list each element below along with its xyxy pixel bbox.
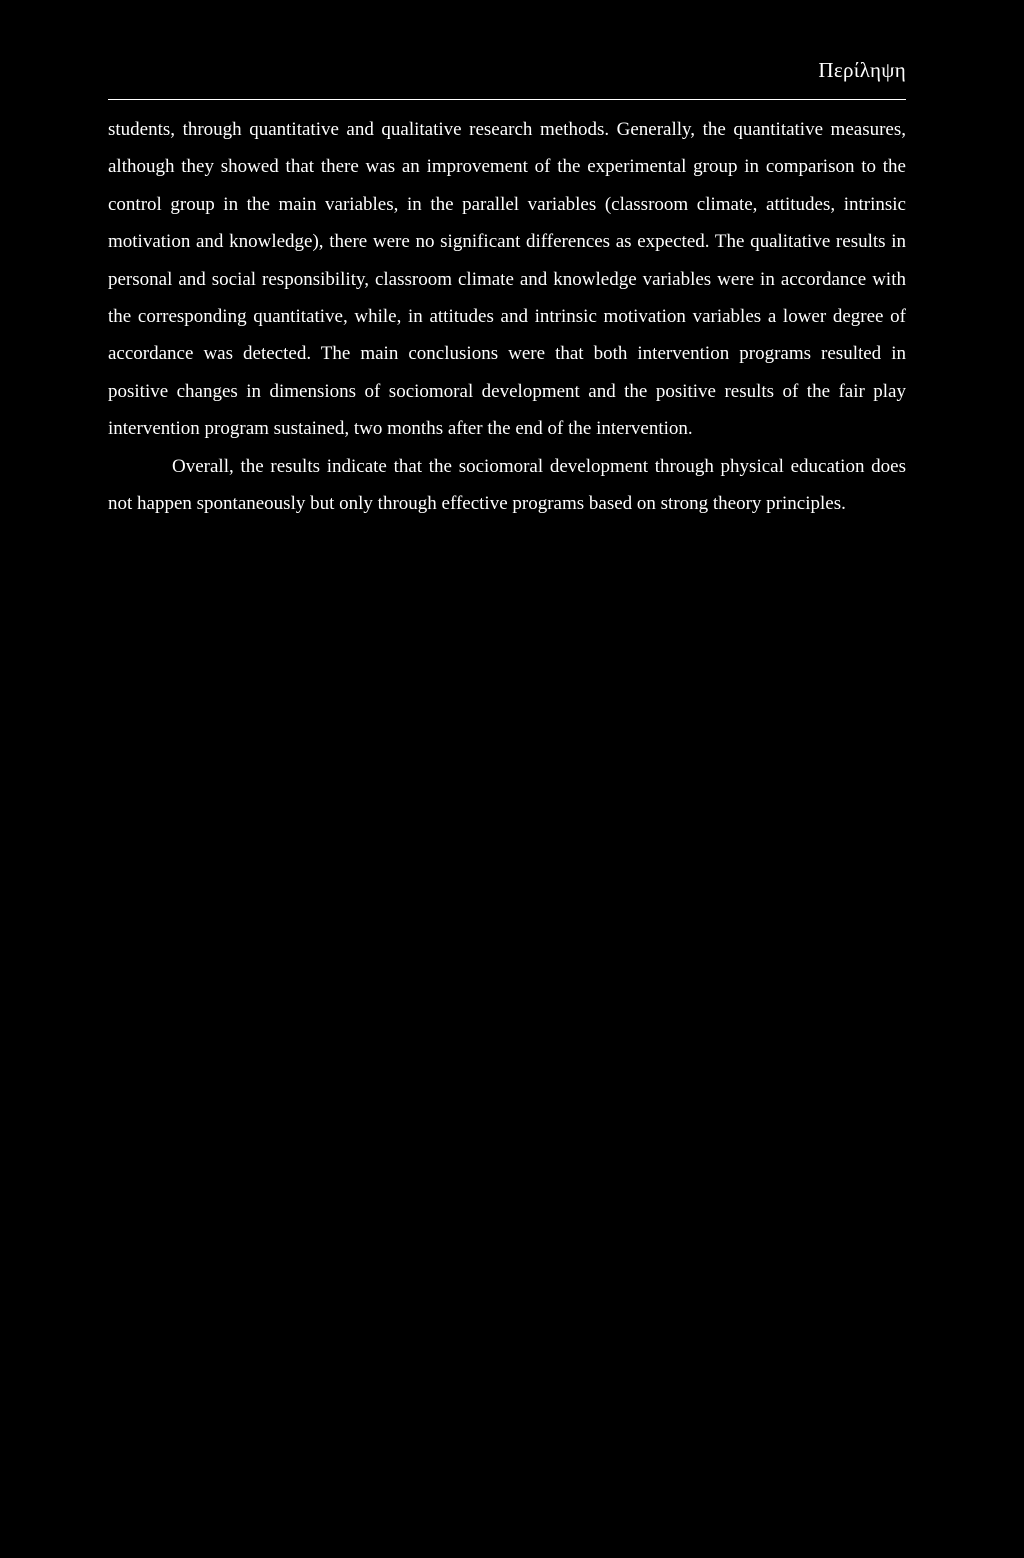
header-rule — [108, 99, 906, 100]
paragraph-continued: students, through quantitative and qualitative research methods. Generally, the quantitative measures, although they showed that there was an improvement of the experimental group in comparison to the control group in the main variables, in the parallel variables (classroom climate, attitudes, intrinsic motivation and knowledge), there were no significant differences as expected. The qualitative results in personal and social responsibility, classroom climate and knowledge variables were in accordance with the corresponding quantitative, while, in attitudes and intrinsic motivation variables a lower degree of accordance was detected. The main conclusions were that both intervention programs resulted in positive changes in dimensions of sociomoral development and the positive results of the fair play intervention program sustained, two months after the end of the intervention. — [108, 119, 906, 440]
running-header: Περίληψη — [818, 58, 906, 82]
paragraph-overall: Overall, the results indicate that the sociomoral development through physical education does not happen spontaneously but only through effective programs based on strong theory principles. — [108, 455, 906, 515]
body-text — [108, 111, 906, 522]
